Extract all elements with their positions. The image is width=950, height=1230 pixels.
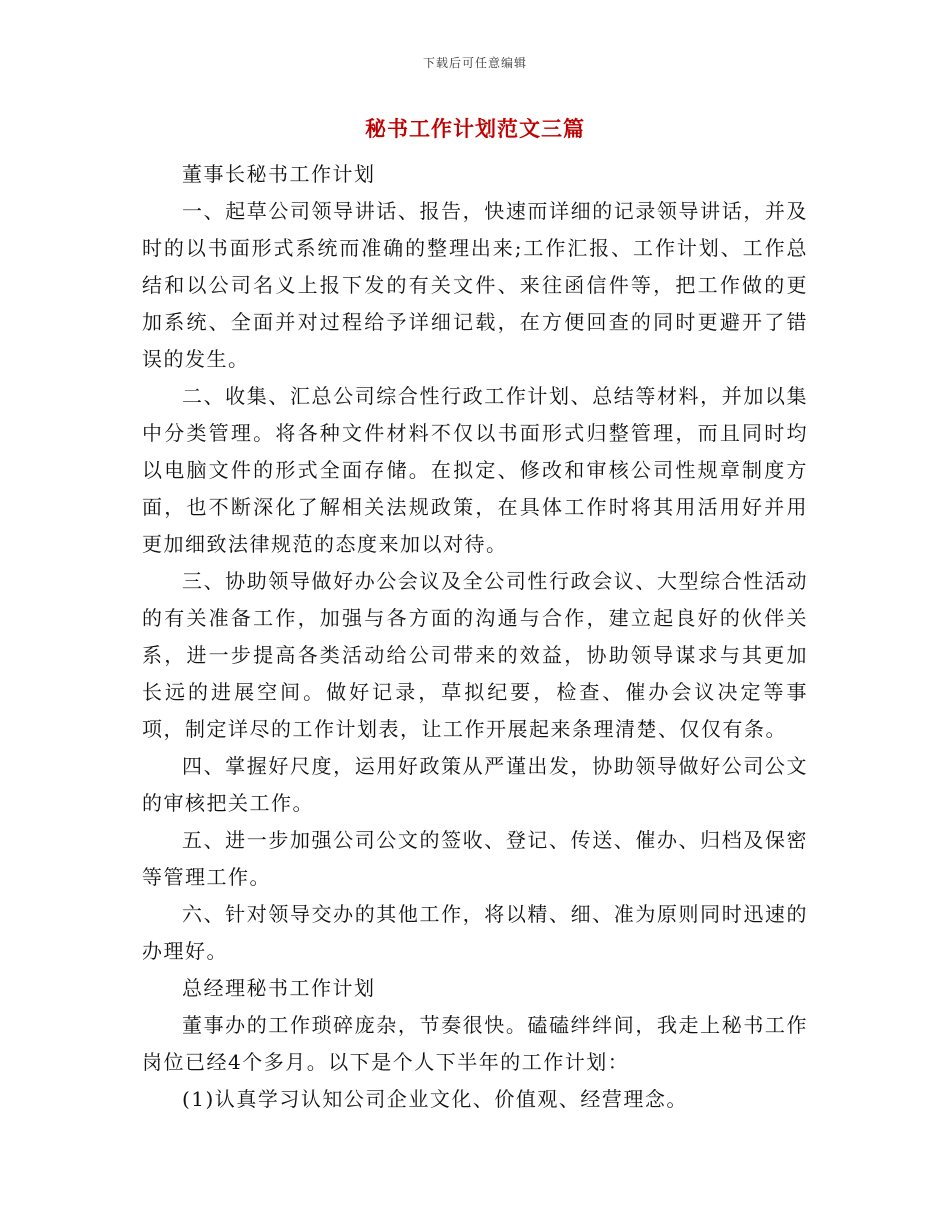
paragraph-item-3: 三、协助领导做好办公会议及全公司性行政会议、大型综合性活动的有关准备工作，加强与各方面的沟通与合作，建立起良好的伙伴关系，进一步提高各类活动给公司带来的效益，协助领导谋求与其更加长远的进展空间。做好记录，草拟纪要，检查、催办会议决定等事项，制定详尽的工作计划表，让工作开展起来条理清楚、仅仅有条。: [142, 569, 808, 741]
paragraph-item-2: 二、收集、汇总公司综合性行政工作计划、总结等材料，并加以集中分类管理。将各种文件材料不仅以书面形式归整管理，而且同时均以电脑文件的形式全面存储。在拟定、修改和审核公司性规章制度方面，也不断深化了解相关法规政策，在具体工作时将其用活用好并用更加细致法律规范的态度来加以对待。: [142, 384, 808, 556]
section-heading-gm-secretary-plan: 总经理秘书工作计划: [182, 976, 376, 1000]
document-title: 秘书工作计划范文三篇: [365, 116, 585, 141]
paragraph-list-item-1: (1)认真学习认知公司企业文化、价值观、经营理念。: [182, 1087, 688, 1111]
paragraph-item-4: 四、掌握好尺度，运用好政策从严谨出发，协助领导做好公司公文的审核把关工作。: [142, 754, 808, 815]
section-heading-chairman-secretary-plan: 董事长秘书工作计划: [182, 162, 376, 186]
header-note: 下载后可任意编辑: [422, 56, 527, 70]
document-body: [142, 156, 808, 1118]
paragraph-item-6: 六、针对领导交办的其他工作，将以精、细、准为原则同时迅速的办理好。: [142, 902, 808, 963]
paragraph-item-1: 一、起草公司领导讲话、报告，快速而详细的记录领导讲话，并及时的以书面形式系统而准确的整理出来;工作汇报、工作计划、工作总结和以公司名义上报下发的有关文件、来往函信件等，把工作做的更加系统、全面并对过程给予详细记载，在方便回查的同时更避开了错误的发生。: [142, 199, 808, 371]
paragraph-intro: 董事办的工作琐碎庞杂，节奏很快。磕磕绊绊间，我走上秘书工作岗位已经4个多月。以下是个人下半年的工作计划：: [142, 1013, 808, 1074]
paragraph-item-5: 五、进一步加强公司公文的签收、登记、传送、催办、归档及保密等管理工作。: [142, 828, 808, 889]
